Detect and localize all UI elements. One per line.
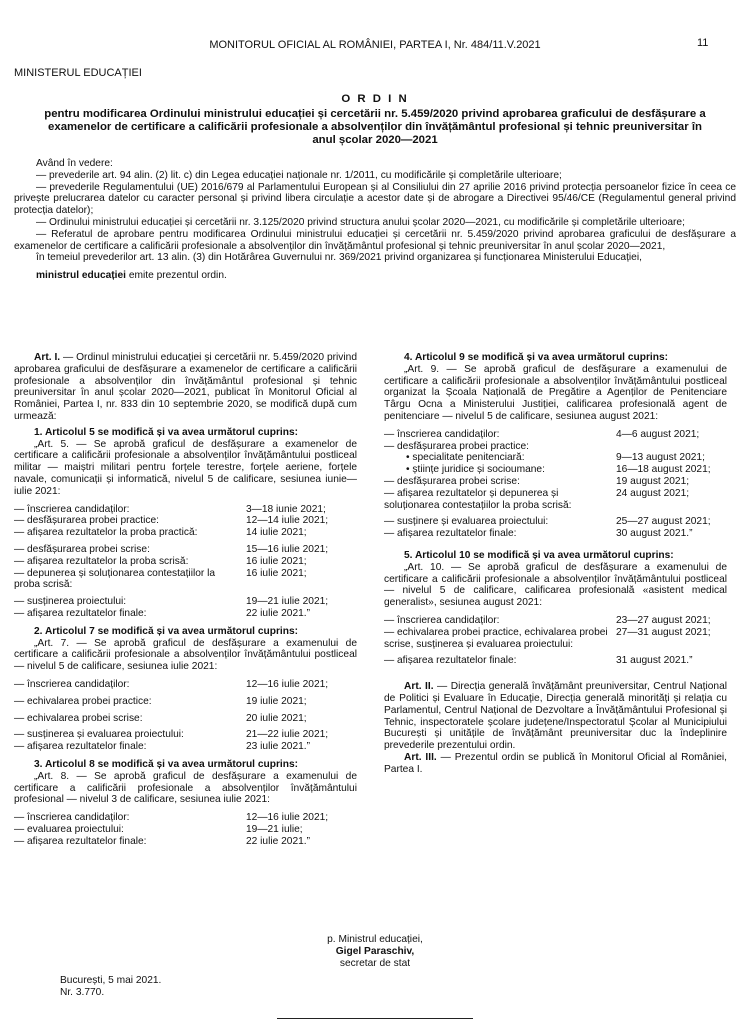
schedule-date: 4—6 august 2021; [616,428,700,440]
schedule-step: — înscrierea candidaților: [14,678,130,690]
preamble-line: — Ordinului ministrului educației și cercetării nr. 3.125/2020 privind structura anului școlar 2020—2021, cu modificările și completările ulterioare; [36,216,685,228]
point-heading: 2. Articolul 7 se modifică și va avea următorul cuprins: [34,625,299,637]
order-title: O R D I N [341,93,409,105]
schedule-step: — afișarea rezultatelor și depunerea și soluționarea contestațiilor la proba scrisă: [384,487,572,511]
point-text: „Art. 5. — Se aprobă graficul de desfășurare a examenelor de certificare a calificării profesionale a absolvenților învățământului postliceal militar — maiștri militari pentru forțele terestre, forțele aeriene, forțele navale, comunicații și informatică, nivelul 5 de calificare, sesiunea iunie—iulie 2021: [14,438,357,497]
schedule-row [14,608,357,620]
schedule-date: 12—16 iulie 2021; [246,678,329,690]
article-text: — Ordinul ministrului educației și cercetării nr. 5.459/2020 privind aprobarea graficului de desfășurare a examenelor de certificare a calificării profesionale a absolvenților din învățământul profesional și tehnic preuniversitar în anul școlar 2020—2021, publicat în Monitorul Oficial al României, Partea I, nr. 833 din 10 septembrie 2020, se modifică după cum urmează: [14,352,357,422]
schedule-step: — desfășurarea probei scrise: [384,475,520,487]
schedule-date: 27—31 august 2021; [616,626,711,638]
page-number: 11 [697,37,709,49]
schedule-date: 12—14 iulie 2021; [246,515,329,527]
article-text: — Direcția generală învățământ preuniversitar, Centrul Național de Politici și Evaluare în Educație, Direcția generală minorități și relația cu Parlamentul, Centrul Național de Dezvoltare a Învățământului Profesional și Tehnic, inspectoratele școlare județene/Inspectoratul Școlar al Municipiului București și unitățile de învățământ preuniversitar duc la îndeplinire prevederile prezentului ordin. [384,681,727,752]
schedule-date: 25—27 august 2021; [616,516,711,528]
issue-footer [60,975,161,999]
schedule-table [14,679,357,753]
schedule-date: 9—13 august 2021; [616,452,705,464]
schedule-row [14,713,357,725]
schedule-step: — evaluarea proiectului: [14,823,124,835]
schedule-row [14,544,357,556]
schedule-table [384,615,727,667]
schedule-row [384,488,727,512]
preamble-line: — prevederile art. 94 alin. (2) lit. c) din Legea educației naționale nr. 1/2011, cu modificările și completările ulterioare; [36,169,562,181]
signature-block [305,934,445,969]
schedule-step: — echivalarea probei scrise: [14,712,143,724]
schedule-date: 19 iulie 2021; [246,695,307,707]
schedule-table [384,429,727,540]
schedule-date: 30 august 2021.” [616,528,693,540]
schedule-date: 23—27 august 2021; [616,614,711,626]
schedule-date: 19 august 2021; [616,475,690,487]
point-heading: 5. Articolul 10 se modifică și va avea următorul cuprins: [404,549,674,561]
schedule-date: 3—18 iunie 2021; [246,503,326,515]
schedule-row [14,729,357,741]
article-label: Art. II. [404,681,434,693]
schedule-row [14,515,357,527]
schedule-step: — echivalarea probei practice, echivalarea probei scrise, susținerea și evaluarea proiectului: [384,626,608,650]
place-date: București, 5 mai 2021. [60,975,162,986]
signatory-role: secretar de stat [339,957,411,969]
schedule-date: 16 iulie 2021; [246,555,307,567]
schedule-step: — înscrierea candidaților: [14,812,130,824]
schedule-step: — afișarea rezultatelor finale: [14,741,147,753]
schedule-date: 19—21 iulie; [246,823,303,835]
schedule-step: — afișarea rezultatelor finale: [14,607,147,619]
schedule-row [384,627,727,651]
schedule-date: 14 iulie 2021; [246,527,307,539]
schedule-step: — desfășurarea probei practice: [384,440,529,452]
schedule-step: — desfășurarea probei practice: [14,515,159,527]
point-heading: 4. Articolul 9 se modifică și va avea următorul cuprins: [404,352,669,363]
schedule-step: — desfășurarea probei scrise: [14,543,150,555]
schedule-step: — înscrierea candidaților: [384,614,500,626]
order-number: Nr. 3.770. [60,986,105,998]
schedule-row [14,824,357,836]
signature-line: p. Ministrul educației, [327,934,423,945]
schedule-step: — afișarea rezultatelor finale: [14,835,147,847]
article-label: Art. I. [34,352,61,363]
signatory-name: Gigel Paraschiv, [335,945,415,957]
schedule-row [384,441,727,453]
schedule-row [384,464,727,476]
schedule-row [14,504,357,516]
schedule-row [384,516,727,528]
schedule-row [14,741,357,753]
journal-header: MONITORUL OFICIAL AL ROMÂNIEI, PARTEA I, Nr. 484/11.V.2021 [209,39,541,51]
schedule-date: 16—18 august 2021; [616,464,711,476]
emit-authority: ministrul educației [36,270,127,282]
schedule-date: 31 august 2021.” [616,655,693,667]
schedule-step: — înscrierea candidaților: [384,428,500,440]
schedule-date: 21—22 iulie 2021; [246,729,329,741]
schedule-row [14,679,357,691]
schedule-date: 15—16 iulie 2021; [246,543,329,555]
schedule-step: — afișarea rezultatelor finale: [384,655,517,667]
schedule-date: 19—21 iulie 2021; [246,596,329,608]
emit-rest: emite prezentul ordin. [126,270,227,282]
schedule-date: 23 iulie 2021.” [246,741,311,753]
point-text: „Art. 9. — Se aprobă graficul de desfășurare a examenului de certificare a calificării profesionale a absolvenților învățământului postliceal organizat la Școala Națională de Pregătire a Agenților de Penitenciare Târgu Ocna a Ministerului Justiției, calificarea profesională agent de penitenciare — nivelul 5 de calificare, sesiunea august 2021: [384,363,727,422]
emit-statement [14,270,736,282]
schedule-date: 12—16 iulie 2021; [246,812,329,824]
schedule-step: — înscrierea candidaților: [14,503,130,515]
schedule-date: 20 iulie 2021; [246,712,307,724]
schedule-row [14,527,357,539]
schedule-row [384,615,727,627]
point-text: „Art. 8. — Se aprobă graficul de desfășurare a examenului de certificare a calificării profesionale a absolvenților învățământului profesional — nivelul 3 de calificare, sesiunea iulie 2021: [14,770,357,806]
preamble-line: — Referatul de aprobare pentru modificarea Ordinului ministrului educației și cercetării nr. 5.459/2020 privind aprobarea graficului de desfășurare a examenelor de certificare a calificării profesionale a absolvenților din învățământul profesional și tehnic preuniversitar în anul școlar 2020—2021, [14,228,736,252]
right-column [384,352,727,776]
schedule-date: 22 iulie 2021.” [246,607,311,619]
point-text: „Art. 7. — Se aprobă graficul de desfășurare a examenului de certificare a calificării profesionale a absolvenților învățământului postliceal — nivelul 5 de calificare, sesiunea iulie 2021: [14,637,357,673]
preamble-line: — prevederile Regulamentului (UE) 2016/679 al Parlamentului European și al Consiliului din 27 aprilie 2016 privind protecția persoanelor fizice în ceea ce privește prelucrarea datelor cu caracter personal și privind libera circulație a acestor date și de abrogare a Directivei 95/46/CE (Regulamentul general privind protecția datelor); [14,181,736,217]
ministry-name: MINISTERUL EDUCAȚIEI [14,67,142,79]
schedule-step: — depunerea și soluționarea contestațiilor la proba scrisă: [14,567,216,591]
article-1 [14,352,357,423]
schedule-row [14,568,357,592]
schedule-step: • științe juridice și socioumane: [406,464,545,476]
schedule-row [14,836,357,848]
preamble-line: în temeiul prevederilor art. 13 alin. (3) din Hotărârea Guvernului nr. 369/2021 privind organizarea și funcționarea Ministerului Educației, [36,252,642,264]
article-text: — Prezentul ordin se publică în Monitorul Oficial al României, Partea I. [384,751,727,775]
schedule-date: 22 iulie 2021.” [246,835,311,847]
preamble-line: Având în vedere: [36,158,113,169]
schedule-row [384,452,727,464]
left-column [14,352,357,853]
schedule-step: — echivalarea probei practice: [14,695,152,707]
footer-divider [277,1018,473,1019]
schedule-row [384,655,727,667]
preamble [14,158,736,282]
article-2 [384,681,727,752]
schedule-step: — susținerea și evaluarea proiectului: [14,729,184,741]
schedule-step: — afișarea rezultatelor la proba scrisă: [14,555,189,567]
schedule-row [14,556,357,568]
schedule-date: 16 iulie 2021; [246,567,307,579]
schedule-step: — afișarea rezultatelor finale: [384,528,517,540]
schedule-step: • specialitate penitenciară: [406,452,525,464]
schedule-row [384,476,727,488]
schedule-table [14,504,357,620]
schedule-row [384,429,727,441]
order-subtitle: pentru modificarea Ordinului ministrului educației și cercetării nr. 5.459/2020 privind aprobarea graficului de desfășurare a examenelor de certificare a calificării profesionale a absolvenților din învățământul profesional și tehnic preuniversitar în anul școlar 2020—2021 [44,108,706,146]
schedule-row [14,696,357,708]
schedule-table [14,812,357,847]
schedule-row [14,596,357,608]
schedule-step: — afișarea rezultatelor la proba practică: [14,527,198,539]
article-3 [384,752,727,776]
schedule-row [384,528,727,540]
schedule-step: — susținere și evaluarea proiectului: [384,516,549,528]
point-heading: 3. Articolul 8 se modifică și va avea următorul cuprins: [34,758,299,770]
schedule-step: — susținerea proiectului: [14,596,127,608]
article-label: Art. III. [404,751,437,763]
point-heading: 1. Articolul 5 se modifică și va avea următorul cuprins: [34,426,299,438]
schedule-row [14,812,357,824]
schedule-date: 24 august 2021; [616,487,690,499]
point-text: „Art. 10. — Se aprobă graficul de desfășurare a examenului de certificare a calificării profesionale a absolvenților învățământului postliceal — nivelul 5 de calificare, calificarea profesională «asistent medical generalist», sesiunea august 2021: [384,561,727,609]
